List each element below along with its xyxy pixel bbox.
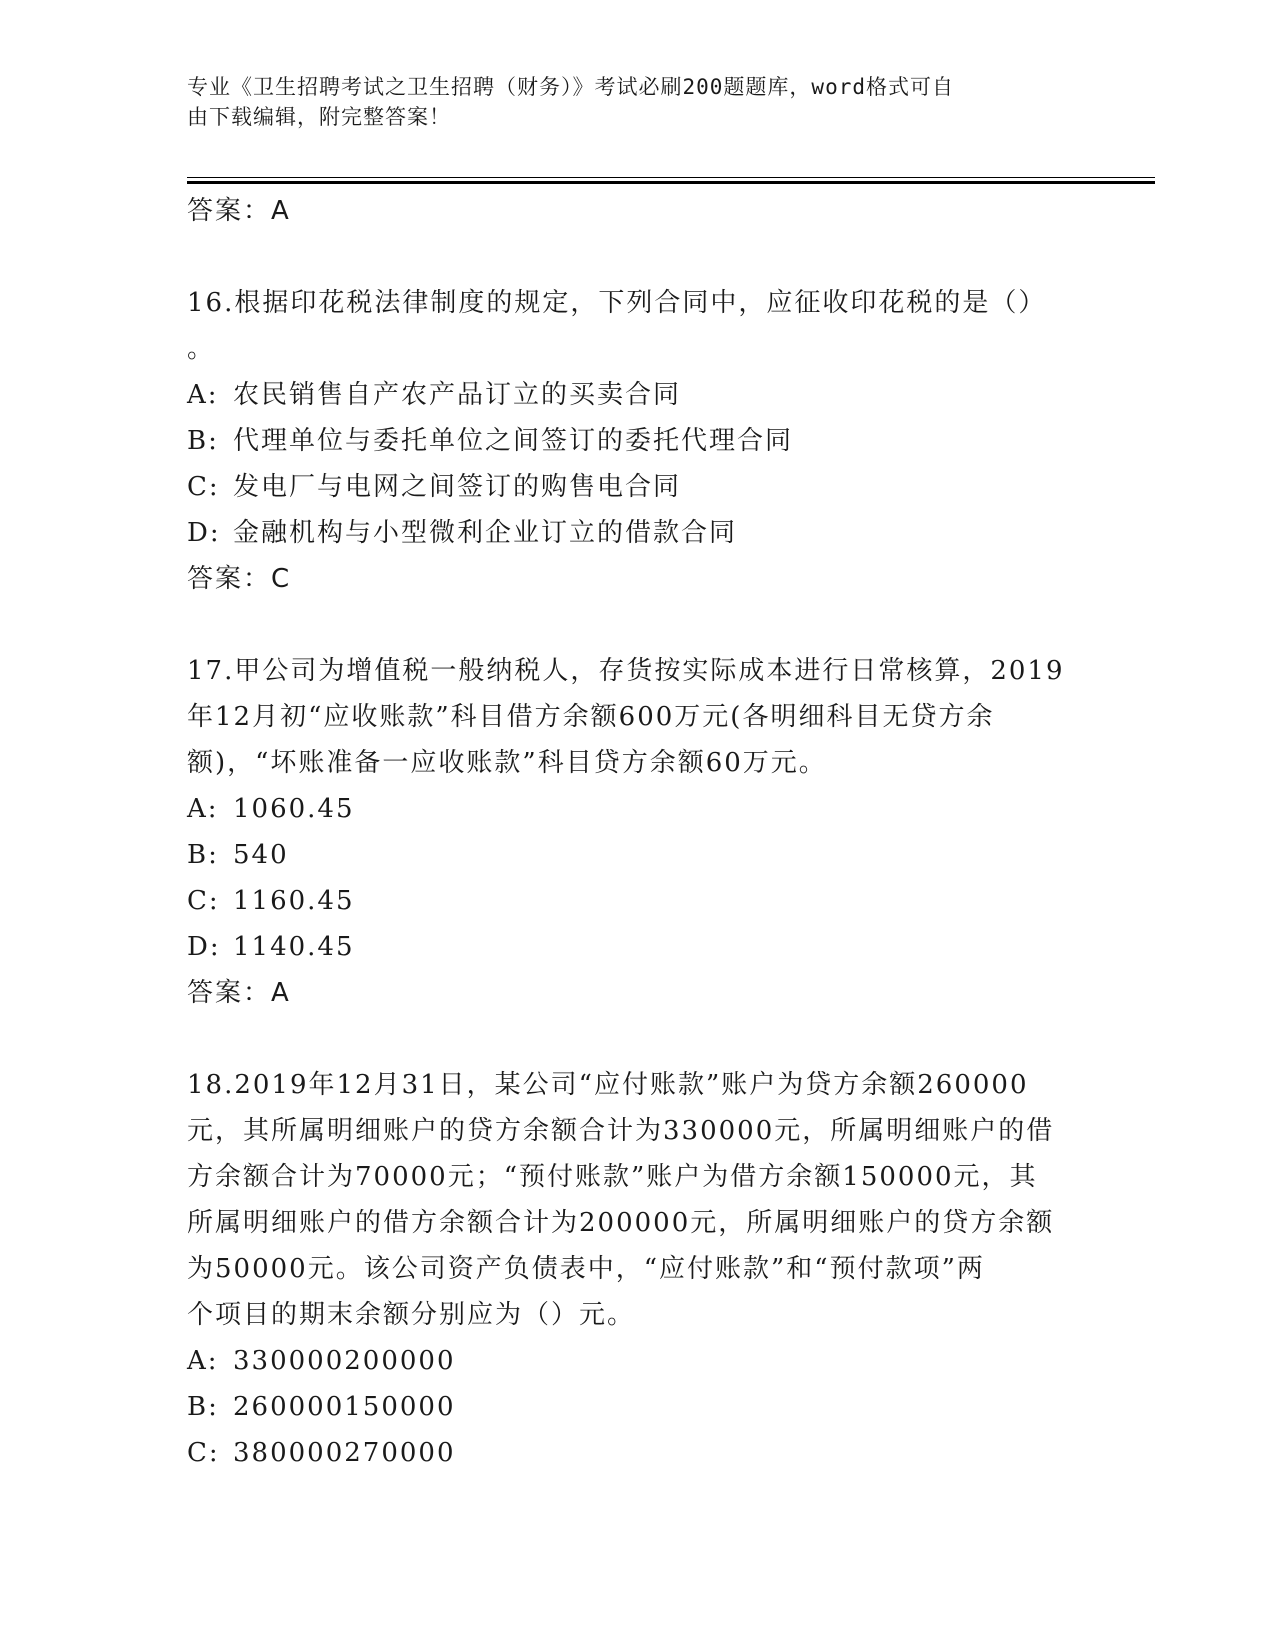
option-label: C: — [187, 1438, 220, 1468]
option-label: B: — [187, 1392, 219, 1422]
question-17-option-c — [187, 878, 1087, 924]
option-text: 代理单位与委托单位之间签订的委托代理合同 — [233, 426, 794, 456]
option-label: C: — [187, 472, 220, 502]
question-18-text-line-4: 所属明细账户的借方余额合计为200000元，所属明细账户的贷方余额 — [187, 1208, 1055, 1238]
question-16-option-a — [187, 372, 1087, 418]
question-16-option-d — [187, 510, 1087, 556]
option-label: C: — [187, 886, 220, 916]
header-line-1: 专业《卫生招聘考试之卫生招聘（财务）》考试必刷200题题库，word格式可自 — [187, 75, 954, 99]
spacer — [187, 602, 1087, 648]
question-17-text-line-3: 额)，“坏账准备一应收账款”科目贷方余额60万元。 — [187, 748, 827, 778]
question-17-text-line-2: 年12月初“应收账款”科目借方余额600万元(各明细科目无贷方余 — [187, 702, 995, 732]
question-16-option-c — [187, 464, 1087, 510]
question-18-text-line-6: 个项目的期末余额分别应为（）元。 — [187, 1300, 636, 1330]
option-label: B: — [187, 426, 219, 456]
option-text: 1140.45 — [233, 932, 355, 962]
option-text: 540 — [233, 840, 289, 870]
option-text: 260000150000 — [233, 1392, 456, 1422]
spacer — [187, 1016, 1087, 1062]
document-body — [187, 188, 1087, 1476]
question-18-option-a — [187, 1338, 1087, 1384]
option-text: 1060.45 — [233, 794, 355, 824]
question-16-text-line-1: 16.根据印花税法律制度的规定，下列合同中，应征收印花税的是（） — [187, 288, 1047, 318]
option-text: 金融机构与小型微利企业订立的借款合同 — [233, 518, 738, 548]
question-18-text-line-5: 为50000元。该公司资产负债表中，“应付账款”和“预付款项”两 — [187, 1254, 985, 1284]
option-label: B: — [187, 840, 219, 870]
header-rule-thin — [187, 177, 1155, 178]
option-text: 380000270000 — [233, 1438, 456, 1468]
question-16-text-line-2: 。 — [187, 334, 216, 364]
option-label: A: — [187, 794, 219, 824]
option-label: D: — [187, 932, 221, 962]
question-18-text-line-1: 18.2019年12月31日，某公司“应付账款”账户为贷方余额260000 — [187, 1070, 1029, 1100]
question-18-option-c — [187, 1430, 1087, 1476]
question-17-text-line-1: 17.甲公司为增值税一般纳税人，存货按实际成本进行日常核算，2019 — [187, 656, 1065, 686]
previous-answer: 答案：A — [187, 196, 291, 226]
question-17-option-b — [187, 832, 1087, 878]
question-17-option-d — [187, 924, 1087, 970]
option-text: 330000200000 — [233, 1346, 456, 1376]
option-label: A: — [187, 380, 219, 410]
question-17-option-a — [187, 786, 1087, 832]
question-16 — [187, 280, 1087, 602]
question-17 — [187, 648, 1087, 1016]
option-text: 发电厂与电网之间签订的购售电合同 — [233, 472, 682, 502]
question-16-answer: 答案：C — [187, 564, 292, 594]
page-header — [187, 72, 1067, 132]
question-18-text-line-2: 元，其所属明细账户的贷方余额合计为330000元，所属明细账户的借 — [187, 1116, 1055, 1146]
header-line-2: 由下载编辑，附完整答案！ — [187, 105, 451, 129]
option-text: 1160.45 — [233, 886, 355, 916]
question-16-option-b — [187, 418, 1087, 464]
spacer — [187, 234, 1087, 280]
header-rule-thick — [187, 181, 1155, 184]
question-17-answer: 答案：A — [187, 978, 291, 1008]
question-18-option-b — [187, 1384, 1087, 1430]
question-18-text-line-3: 方余额合计为70000元；“预付账款”账户为借方余额150000元，其 — [187, 1162, 1038, 1192]
option-text: 农民销售自产农产品订立的买卖合同 — [233, 380, 682, 410]
question-18 — [187, 1062, 1087, 1476]
option-label: D: — [187, 518, 221, 548]
option-label: A: — [187, 1346, 219, 1376]
